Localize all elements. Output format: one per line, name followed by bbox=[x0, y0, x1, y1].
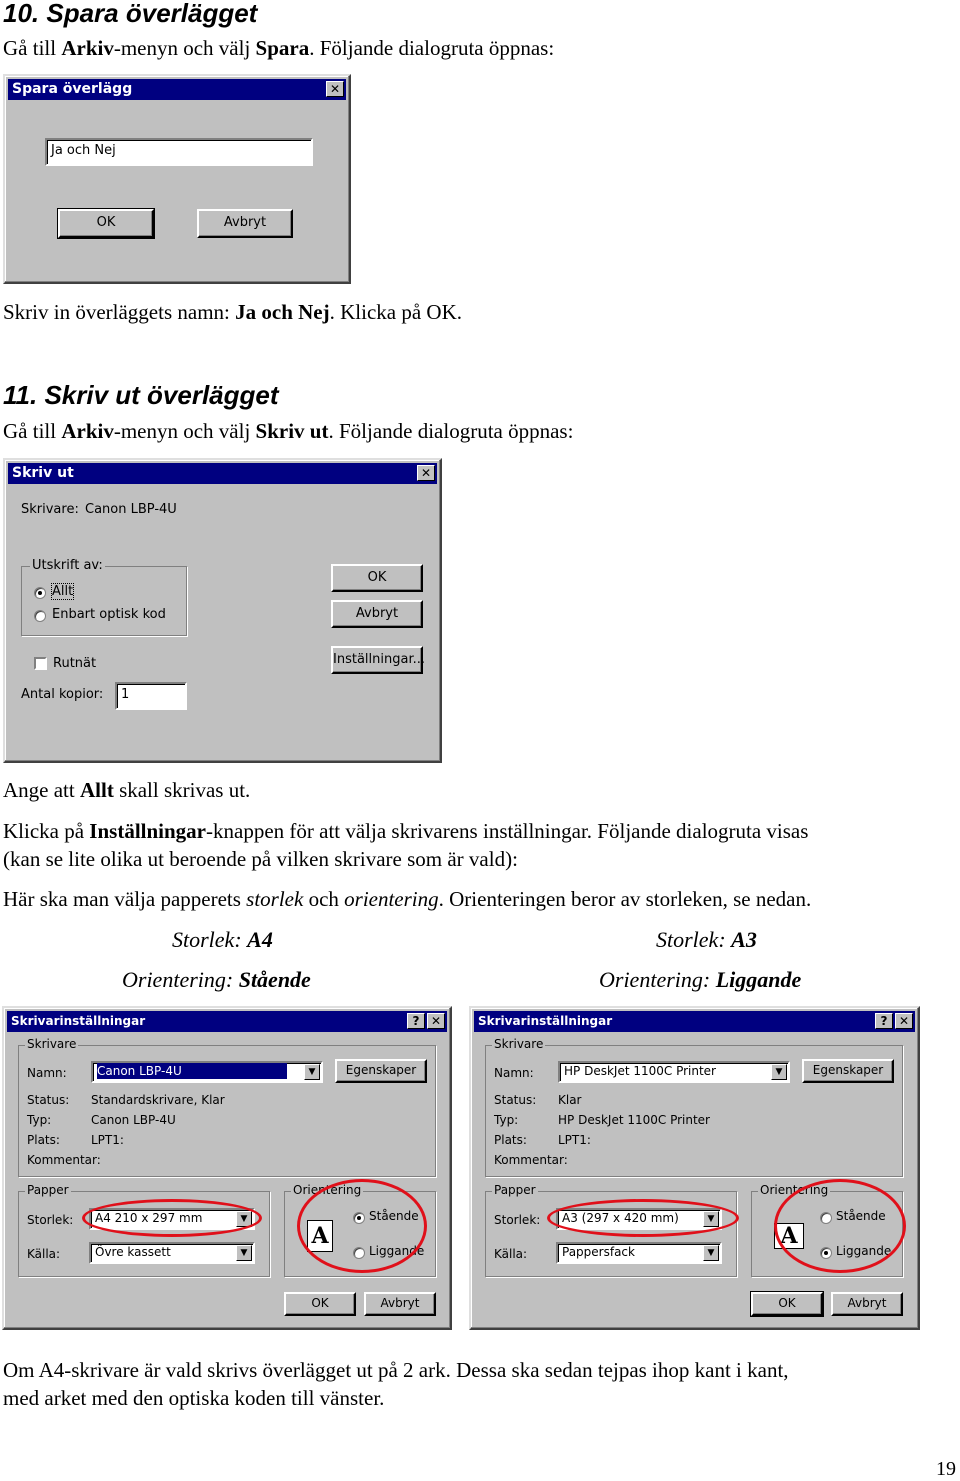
settings-instruction-line2: (kan se lite olika ut beroende på vilken skrivare som är vald): bbox=[3, 847, 518, 871]
name-label: Namn: bbox=[494, 1066, 534, 1080]
paper-source-select[interactable] bbox=[89, 1242, 255, 1264]
help-icon[interactable]: ? bbox=[875, 1013, 893, 1029]
save-dialog-titlebar bbox=[8, 79, 346, 100]
chevron-down-icon[interactable]: ▼ bbox=[304, 1064, 320, 1080]
caption-left-size: Storlek: A4 bbox=[172, 927, 273, 952]
choose-instruction: Här ska man välja papperets storlek och orientering. Orienteringen beror av storleken, se nedan. bbox=[3, 887, 812, 911]
size-label: Storlek: bbox=[494, 1213, 541, 1227]
place-value: LPT1: bbox=[558, 1133, 591, 1147]
printer-label: Skrivare: bbox=[21, 502, 79, 517]
highlight-circle-orientation-left bbox=[297, 1179, 427, 1273]
status-value: Standardskrivare, Klar bbox=[91, 1093, 225, 1107]
source-label: Källa: bbox=[494, 1247, 528, 1261]
caption-right-size: Storlek: A3 bbox=[656, 927, 757, 952]
properties-button[interactable]: Egenskaper bbox=[335, 1059, 427, 1083]
copies-label: Antal kopior: bbox=[21, 687, 104, 702]
chevron-down-icon[interactable]: ▼ bbox=[703, 1211, 719, 1227]
printer-settings-dialog-right bbox=[469, 1006, 920, 1330]
printer-settings-dialog-left bbox=[2, 1006, 452, 1330]
paper-group-label: Papper bbox=[27, 1183, 69, 1197]
print-range-label: Utskrift av: bbox=[32, 558, 103, 573]
type-label: Typ: bbox=[27, 1113, 52, 1127]
cancel-button[interactable]: Avbryt bbox=[197, 209, 293, 238]
section-10-heading: 10. Spara överlägget bbox=[3, 0, 258, 28]
properties-button[interactable]: Egenskaper bbox=[802, 1059, 894, 1083]
save-dialog-title: Spara överlägg bbox=[12, 81, 133, 97]
radio-landscape-label[interactable]: Liggande bbox=[369, 1244, 425, 1258]
caption-right-orientation: Orientering: Liggande bbox=[599, 967, 802, 992]
section-10-instruction: Skriv in överläggets namn: Ja och Nej. Klicka på OK. bbox=[3, 300, 463, 324]
highlight-circle-orientation-right bbox=[774, 1179, 906, 1273]
cancel-button[interactable]: Avbryt bbox=[831, 1292, 903, 1316]
radio-all-label[interactable]: Allt bbox=[52, 584, 74, 599]
printer-name-value: Canon LBP-4U bbox=[97, 1063, 287, 1079]
printer-name-select[interactable] bbox=[558, 1061, 790, 1083]
overlay-name-input[interactable]: Ja och Nej bbox=[45, 138, 313, 166]
settings-left-titlebar bbox=[7, 1011, 447, 1032]
close-icon[interactable]: ✕ bbox=[427, 1013, 445, 1029]
name-label: Namn: bbox=[27, 1066, 67, 1080]
allt-instruction: Ange att Allt skall skrivas ut. bbox=[3, 778, 251, 802]
print-range-group bbox=[21, 558, 187, 636]
ok-button[interactable]: OK bbox=[284, 1292, 356, 1316]
paper-source-select[interactable] bbox=[556, 1242, 722, 1264]
settings-button[interactable]: Inställningar... bbox=[331, 646, 423, 674]
printer-group bbox=[18, 1037, 436, 1177]
footer-note-line1: Om A4-skrivare är vald skrivs överlägget ut på 2 ark. Dessa ska sedan tejpas ihop kant i kant, bbox=[3, 1358, 789, 1382]
section-11-heading: 11. Skriv ut överlägget bbox=[3, 380, 279, 410]
cancel-button[interactable]: Avbryt bbox=[331, 600, 423, 628]
chevron-down-icon[interactable]: ▼ bbox=[236, 1211, 252, 1227]
ok-button[interactable]: OK bbox=[331, 564, 423, 592]
close-icon[interactable]: ✕ bbox=[326, 81, 344, 97]
settings-instruction: Klicka på Inställningar-knappen för att välja skrivarens inställningar. Följande dialogruta visas bbox=[3, 819, 809, 843]
grid-checkbox-label: Rutnät bbox=[53, 656, 97, 671]
page-number: 19 bbox=[936, 1458, 956, 1480]
copies-input[interactable]: 1 bbox=[115, 682, 187, 710]
chevron-down-icon[interactable]: ▼ bbox=[771, 1064, 787, 1080]
print-dialog bbox=[3, 458, 442, 763]
place-label: Plats: bbox=[494, 1133, 527, 1147]
type-value: Canon LBP-4U bbox=[91, 1113, 176, 1127]
landscape-page-icon: A bbox=[774, 1223, 804, 1249]
settings-right-title: Skrivarinställningar bbox=[478, 1014, 613, 1028]
orientation-group-label: Orientering bbox=[293, 1183, 362, 1197]
comment-label: Kommentar: bbox=[27, 1153, 101, 1167]
size-label: Storlek: bbox=[27, 1213, 74, 1227]
printer-group-label: Skrivare bbox=[27, 1037, 77, 1051]
close-icon[interactable]: ✕ bbox=[895, 1013, 913, 1029]
radio-portrait-label[interactable]: Stående bbox=[369, 1209, 419, 1223]
radio-landscape-label[interactable]: Liggande bbox=[836, 1244, 892, 1258]
printer-name-select[interactable] bbox=[91, 1061, 323, 1083]
paper-size-value: A4 210 x 297 mm bbox=[95, 1211, 203, 1225]
radio-optic-code[interactable] bbox=[34, 610, 46, 622]
grid-checkbox[interactable] bbox=[34, 657, 47, 670]
radio-all[interactable] bbox=[34, 587, 46, 599]
settings-left-title: Skrivarinställningar bbox=[11, 1014, 146, 1028]
radio-portrait-label[interactable]: Stående bbox=[836, 1209, 886, 1223]
status-label: Status: bbox=[27, 1093, 70, 1107]
section-10-intro: Gå till Arkiv-menyn och välj Spara. Följande dialogruta öppnas: bbox=[3, 36, 555, 60]
paper-source-value: Övre kassett bbox=[95, 1245, 171, 1259]
footer-note-line2: med arket med den optiska koden till vänster. bbox=[3, 1386, 385, 1410]
help-icon[interactable]: ? bbox=[407, 1013, 425, 1029]
paper-size-value: A3 (297 x 420 mm) bbox=[562, 1211, 679, 1225]
cancel-button[interactable]: Avbryt bbox=[364, 1292, 436, 1316]
ok-button[interactable]: OK bbox=[751, 1292, 823, 1316]
chevron-down-icon[interactable]: ▼ bbox=[236, 1245, 252, 1261]
settings-right-titlebar bbox=[474, 1011, 915, 1032]
caption-left-orientation: Orientering: Stående bbox=[122, 967, 311, 992]
orientation-group-label: Orientering bbox=[760, 1183, 829, 1197]
source-label: Källa: bbox=[27, 1247, 61, 1261]
ok-button[interactable]: OK bbox=[58, 209, 154, 238]
status-label: Status: bbox=[494, 1093, 537, 1107]
place-value: LPT1: bbox=[91, 1133, 124, 1147]
chevron-down-icon[interactable]: ▼ bbox=[703, 1245, 719, 1261]
printer-group bbox=[485, 1037, 903, 1177]
type-label: Typ: bbox=[494, 1113, 519, 1127]
radio-optic-code-label[interactable]: Enbart optisk kod bbox=[52, 607, 166, 622]
paper-source-value: Pappersfack bbox=[562, 1245, 635, 1259]
type-value: HP DeskJet 1100C Printer bbox=[558, 1113, 710, 1127]
section-11-intro: Gå till Arkiv-menyn och välj Skriv ut. Följande dialogruta öppnas: bbox=[3, 419, 574, 443]
highlight-ellipse-size-right bbox=[547, 1199, 739, 1237]
printer-group-label: Skrivare bbox=[494, 1037, 544, 1051]
comment-label: Kommentar: bbox=[494, 1153, 568, 1167]
place-label: Plats: bbox=[27, 1133, 60, 1147]
save-dialog bbox=[3, 74, 351, 284]
printer-value: Canon LBP-4U bbox=[85, 502, 177, 517]
print-dialog-titlebar bbox=[8, 463, 437, 484]
highlight-ellipse-size-left bbox=[82, 1199, 262, 1237]
printer-name-value: HP DeskJet 1100C Printer bbox=[564, 1064, 716, 1078]
portrait-page-icon: A bbox=[307, 1220, 333, 1252]
status-value: Klar bbox=[558, 1093, 582, 1107]
close-icon[interactable]: ✕ bbox=[417, 465, 435, 481]
print-dialog-title: Skriv ut bbox=[12, 465, 74, 481]
paper-group-label: Papper bbox=[494, 1183, 536, 1197]
